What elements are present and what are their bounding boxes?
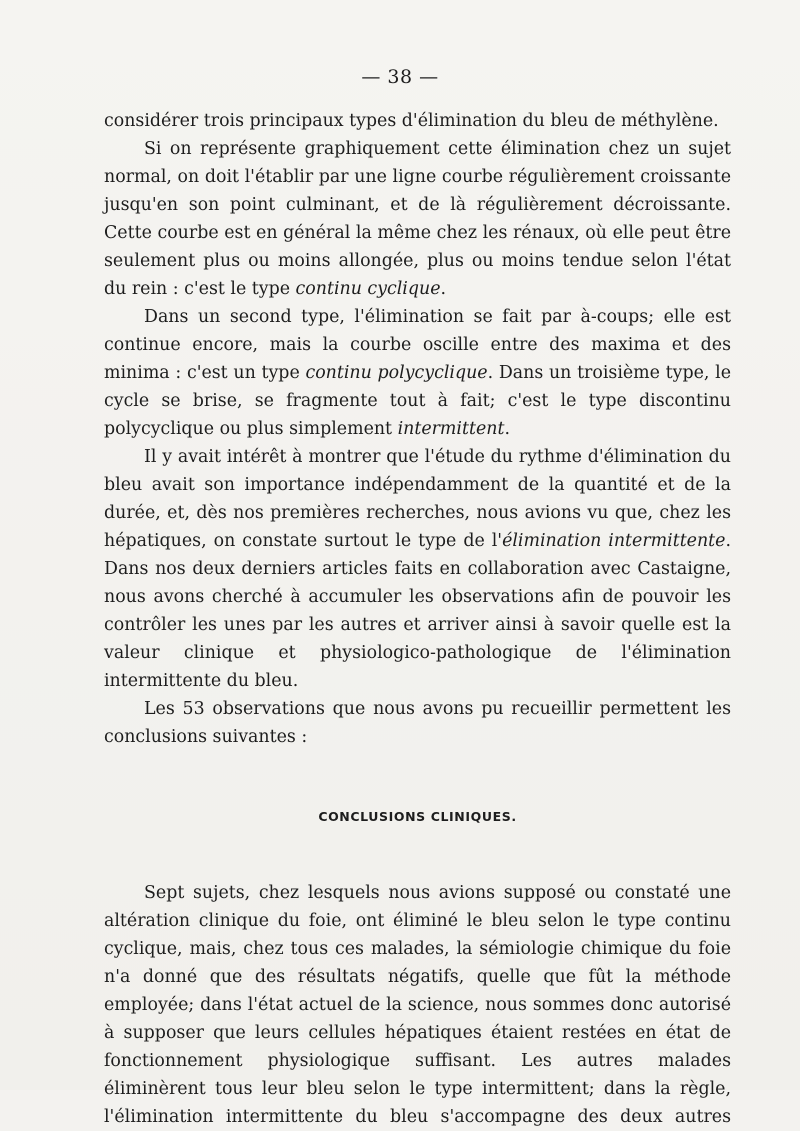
text-run: . Dans un troisième type, le cycle se brise, se fragmente tout à fait; c'est le type discontinu polycyclique ou plus simplement	[104, 363, 731, 439]
text-run: CONCLUSIONS CLINIQUES.	[318, 809, 517, 824]
italic-run: élimination intermittente	[502, 531, 726, 551]
section-heading	[104, 803, 731, 831]
page-number: — 38 —	[361, 66, 439, 88]
text-run: Si on représente graphiquement cette élimination chez un sujet normal, on doit l'établir par une ligne courbe régulièrement croissante jusqu'en son point culminant, et de là régulièrement décroissante. Cette courbe est en général la même chez les rénaux, où elle peut être seulement plus ou moins allongée, plus ou moins tendue selon l'état du rein : c'est le type	[104, 139, 731, 299]
text-run: . Dans nos deux derniers articles faits en collaboration avec Castaigne, nous avons cherché à accumuler les observations afin de pouvoir les contrôler les unes par les autres et arriver ainsi à savoir quelle est la valeur clinique et physiologico-pathologique de l'élimination intermittente du bleu.	[104, 531, 731, 691]
body-text	[104, 107, 731, 1131]
italic-run: continu cyclique	[295, 279, 441, 299]
paragraph-1	[104, 107, 731, 135]
paragraph-2	[104, 135, 731, 303]
text-run: Les 53 observations que nous avons pu recueillir permettent les conclusions suivantes :	[104, 699, 731, 747]
paragraph-5	[104, 695, 731, 751]
paragraph-4	[104, 443, 731, 695]
text-run: .	[504, 419, 510, 439]
text-run: considérer trois principaux types d'élimination du bleu de méthylène.	[104, 111, 719, 131]
text-run: Sept sujets, chez lesquels nous avions supposé ou constaté une altération clinique du foie, ont éliminé le bleu selon le type continu cyclique, mais, chez tous ces malades, la sémiologie chimique du foie n'a donné que des résultats négatifs, quelle que fût la méthode employée; dans l'état actuel de la science, nous sommes donc autorisé à supposer que leurs cellules hépatiques étaient restées en état de fonctionnement physiologique suffisant. Les autres malades éliminèrent tous leur bleu selon le type intermittent; dans la règle, l'élimination intermittente du bleu s'accompagne des deux autres	[104, 883, 731, 1127]
text-run: Dans un second type, l'élimination se fait par à-coups; elle est continue encore, mais la courbe oscille entre des maxima et des minima : c'est un type	[104, 307, 731, 383]
paragraph-3	[104, 303, 731, 443]
italic-run: intermittent	[397, 419, 505, 439]
paragraph-6	[104, 879, 731, 1131]
text-run: .	[440, 279, 447, 299]
italic-run: continu polycyclique	[305, 363, 488, 383]
text-run: Il y avait intérêt à montrer que l'étude du rythme d'élimination du bleu avait son importance indépendamment de la quantité et de la durée, et, dès nos premières recherches, nous avions vu que, chez les hépatiques, on constate surtout le type de l'	[104, 447, 731, 551]
